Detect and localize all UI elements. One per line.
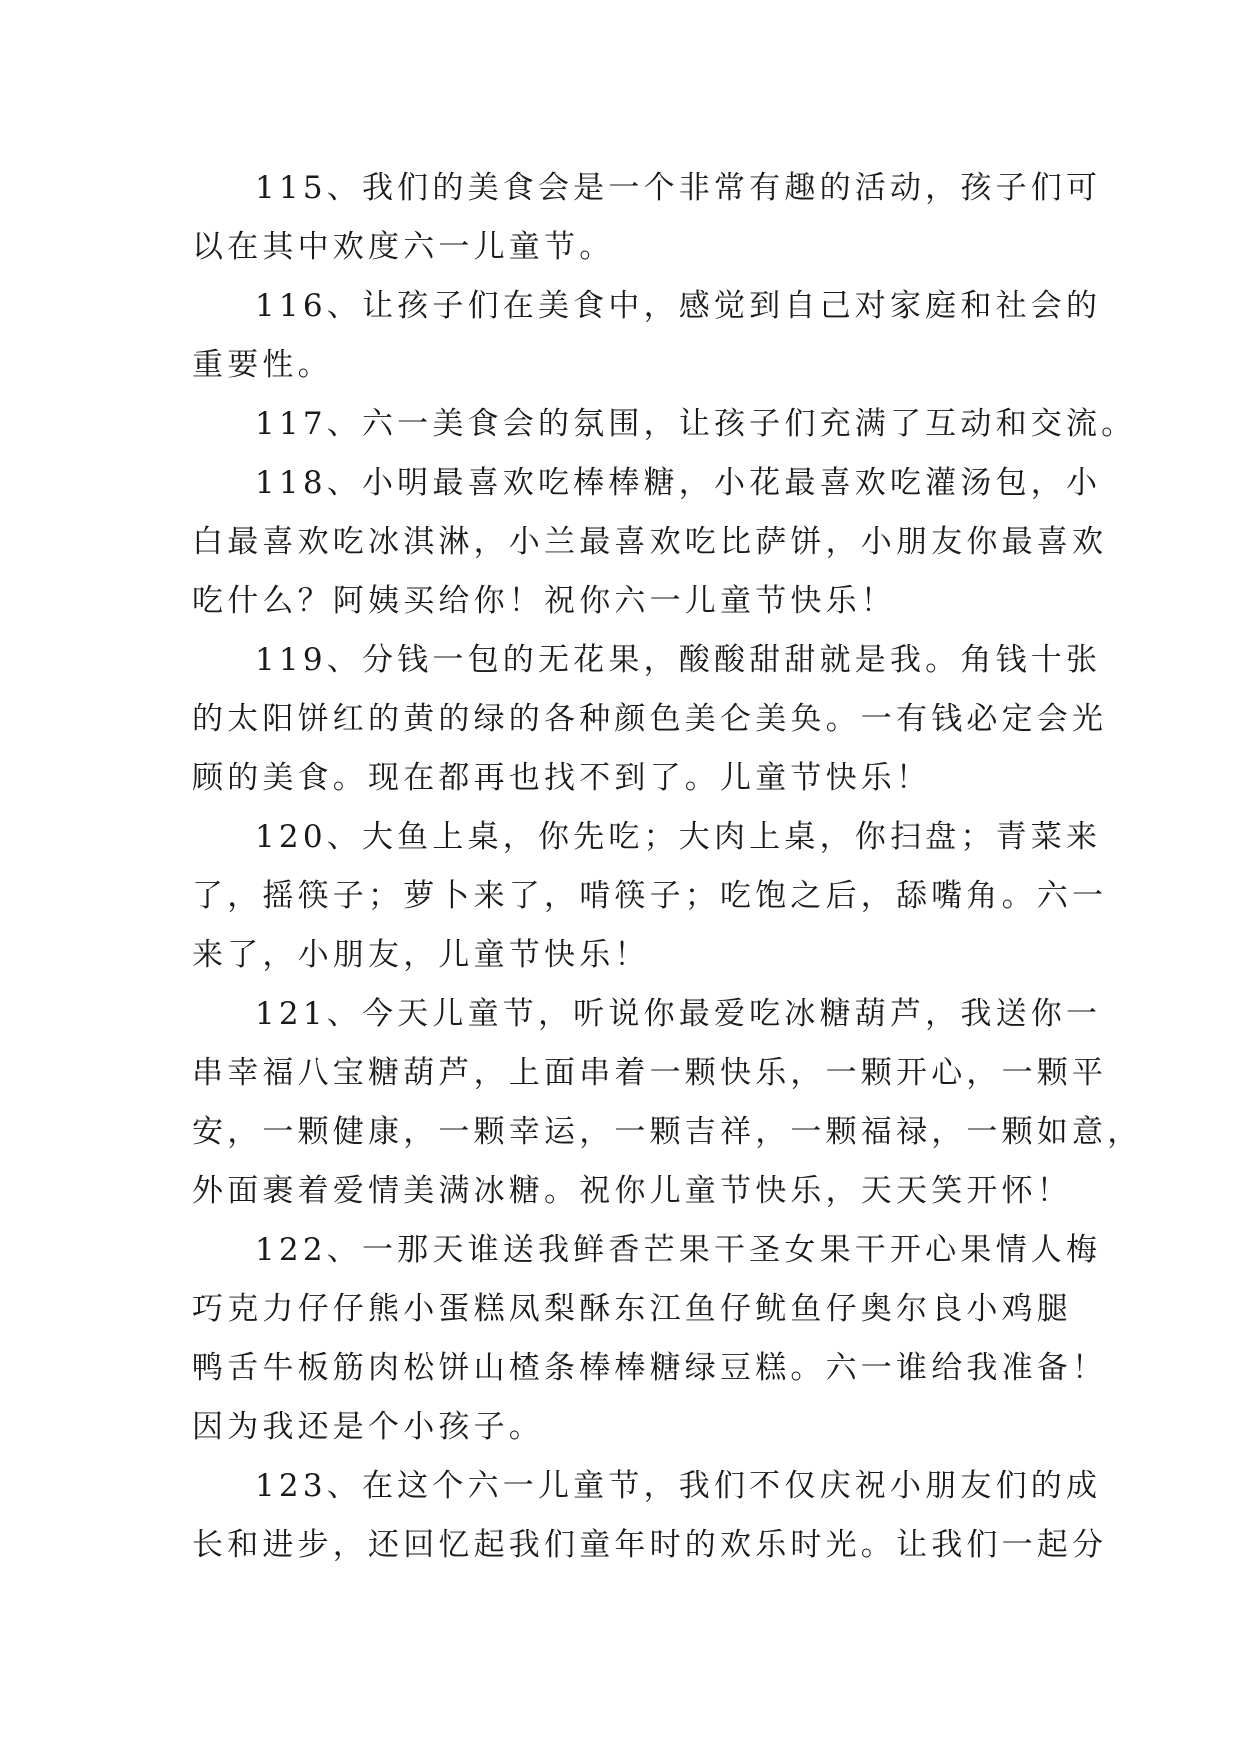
paragraph-line: 重要性。	[192, 347, 333, 383]
paragraph-123	[192, 1457, 1108, 1575]
paragraph-119	[192, 631, 1108, 808]
paragraph-line: 来了，小朋友，儿童节快乐！	[192, 937, 650, 973]
paragraph-line: 118、小明最喜欢吃棒棒糖，小花最喜欢吃灌汤包，小	[255, 465, 1102, 501]
paragraph-line: 了，摇筷子；萝卜来了，啃筷子；吃饱之后，舔嘴角。六一	[192, 878, 1108, 914]
paragraph-121	[192, 985, 1143, 1221]
paragraph-116	[192, 277, 1102, 395]
paragraph-line: 串幸福八宝糖葫芦，上面串着一颗快乐，一颗开心，一颗平	[192, 1055, 1108, 1091]
paragraph-115	[192, 159, 1102, 277]
paragraph-line: 的太阳饼红的黄的绿的各种颜色美仑美奂。一有钱必定会光	[192, 701, 1108, 737]
paragraph-line: 吃什么？阿姨买给你！祝你六一儿童节快乐！	[192, 583, 896, 619]
paragraph-line: 119、分钱一包的无花果，酸酸甜甜就是我。角钱十张	[255, 642, 1102, 678]
paragraph-line: 长和进步，还回忆起我们童年时的欢乐时光。让我们一起分	[192, 1527, 1108, 1563]
paragraph-line: 因为我还是个小孩子。	[192, 1409, 544, 1445]
paragraph-line: 122、一那天谁送我鲜香芒果干圣女果干开心果情人梅	[255, 1232, 1102, 1268]
paragraph-line: 120、大鱼上桌，你先吃；大肉上桌，你扫盘；青菜来	[255, 819, 1102, 855]
paragraph-line: 白最喜欢吃冰淇淋，小兰最喜欢吃比萨饼，小朋友你最喜欢	[192, 524, 1108, 560]
paragraph-line: 以在其中欢度六一儿童节。	[192, 229, 615, 265]
paragraph-line: 外面裹着爱情美满冰糖。祝你儿童节快乐，天天笑开怀！	[192, 1173, 1072, 1209]
paragraph-120	[192, 808, 1108, 985]
paragraph-line: 巧克力仔仔熊小蛋糕凤梨酥东江鱼仔鱿鱼仔奥尔良小鸡腿	[192, 1291, 1072, 1327]
paragraph-118	[192, 454, 1108, 631]
paragraph-117	[192, 395, 1137, 454]
paragraph-line: 117、六一美食会的氛围，让孩子们充满了互动和交流。	[255, 406, 1137, 442]
document-body	[192, 159, 1143, 1575]
paragraph-line: 顾的美食。现在都再也找不到了。儿童节快乐！	[192, 760, 932, 796]
paragraph-line: 116、让孩子们在美食中，感觉到自己对家庭和社会的	[255, 288, 1102, 324]
paragraph-122	[192, 1221, 1108, 1457]
paragraph-line: 121、今天儿童节，听说你最爱吃冰糖葫芦，我送你一	[255, 996, 1102, 1032]
paragraph-line: 鸭舌牛板筋肉松饼山楂条棒棒糖绿豆糕。六一谁给我准备！	[192, 1350, 1108, 1386]
paragraph-line: 123、在这个六一儿童节，我们不仅庆祝小朋友们的成	[255, 1468, 1102, 1504]
paragraph-line: 115、我们的美食会是一个非常有趣的活动，孩子们可	[255, 170, 1102, 206]
paragraph-line: 安，一颗健康，一颗幸运，一颗吉祥，一颗福禄，一颗如意，	[192, 1114, 1143, 1150]
